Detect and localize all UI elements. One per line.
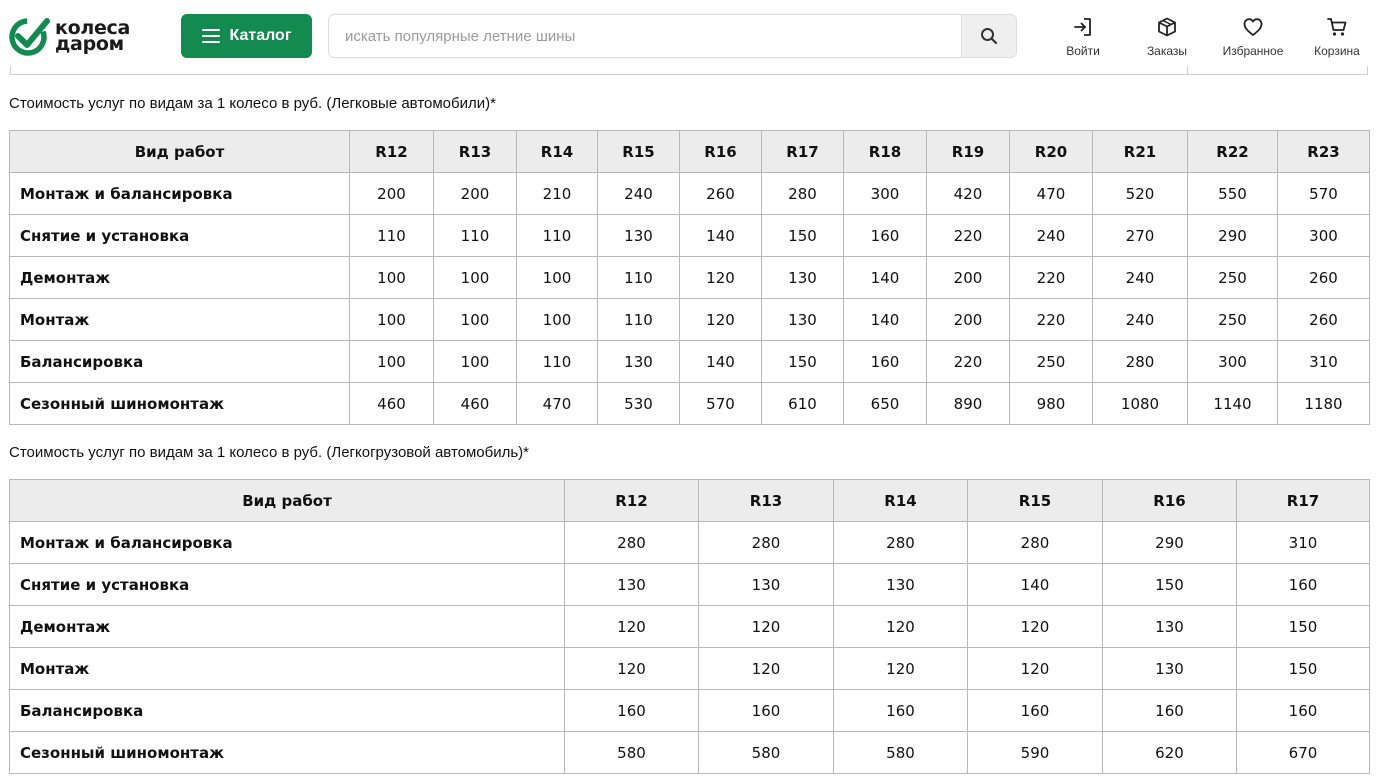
price-cell: 100 [350, 257, 434, 299]
price-cell: 260 [680, 173, 762, 215]
price-cell: 520 [1093, 173, 1188, 215]
price-cell: 120 [834, 648, 968, 690]
price-cell: 280 [968, 522, 1103, 564]
header-divider [10, 74, 1368, 75]
price-cell: 130 [762, 257, 844, 299]
table-row [10, 341, 1370, 383]
price-cell: 260 [1278, 299, 1370, 341]
price-cell: 220 [1010, 257, 1093, 299]
price-cell: 570 [680, 383, 762, 425]
table-row [10, 215, 1370, 257]
price-cell: 110 [350, 215, 434, 257]
price-cell: 120 [968, 648, 1103, 690]
column-header: R16 [680, 131, 762, 173]
price-cell: 240 [1010, 215, 1093, 257]
price-cell: 160 [699, 690, 834, 732]
column-header: R23 [1278, 131, 1370, 173]
price-cell: 160 [1103, 690, 1237, 732]
search-input[interactable] [329, 15, 962, 57]
nav-favorites-label: Избранное [1222, 44, 1284, 58]
price-cell: 470 [517, 383, 598, 425]
catalog-button[interactable] [181, 14, 312, 58]
price-cell: 270 [1093, 215, 1188, 257]
price-cell: 250 [1188, 299, 1278, 341]
price-cell: 160 [834, 690, 968, 732]
price-cell: 250 [1188, 257, 1278, 299]
column-header: R16 [1103, 480, 1237, 522]
price-cell: 220 [927, 215, 1010, 257]
price-cell: 210 [517, 173, 598, 215]
price-cell: 130 [762, 299, 844, 341]
column-header: R20 [1010, 131, 1093, 173]
price-cell: 100 [517, 299, 598, 341]
login-icon [1072, 16, 1094, 38]
price-cell: 110 [517, 341, 598, 383]
column-header: R19 [927, 131, 1010, 173]
price-cell: 220 [1010, 299, 1093, 341]
work-type-cell: Монтаж и балансировка [10, 173, 350, 215]
price-cell: 580 [834, 732, 968, 774]
price-cell: 150 [1103, 564, 1237, 606]
price-cell: 150 [1237, 648, 1370, 690]
logo-wordmark [55, 17, 131, 55]
nav-orders[interactable] [1143, 16, 1191, 58]
price-cell: 160 [844, 341, 927, 383]
price-cell: 290 [1188, 215, 1278, 257]
price-cell: 300 [844, 173, 927, 215]
search-button[interactable] [961, 15, 1016, 57]
site-header [0, 0, 1376, 75]
work-type-cell: Демонтаж [10, 606, 565, 648]
menu-icon [202, 29, 220, 43]
price-cell: 280 [834, 522, 968, 564]
price-cell: 650 [844, 383, 927, 425]
price-cell: 160 [1237, 690, 1370, 732]
heart-icon [1242, 16, 1264, 38]
price-cell: 240 [1093, 257, 1188, 299]
price-cell: 890 [927, 383, 1010, 425]
work-type-cell: Демонтаж [10, 257, 350, 299]
search-bar [328, 14, 1017, 58]
column-header: R13 [699, 480, 834, 522]
work-type-cell: Монтаж и балансировка [10, 522, 565, 564]
price-cell: 140 [680, 341, 762, 383]
price-cell: 150 [762, 341, 844, 383]
price-cell: 280 [762, 173, 844, 215]
work-type-cell: Сезонный шиномонтаж [10, 383, 350, 425]
price-cell: 140 [968, 564, 1103, 606]
price-cell: 300 [1188, 341, 1278, 383]
cart-icon [1326, 16, 1348, 38]
price-cell: 130 [834, 564, 968, 606]
work-type-cell: Снятие и установка [10, 215, 350, 257]
work-type-cell: Снятие и установка [10, 564, 565, 606]
work-type-cell: Сезонный шиномонтаж [10, 732, 565, 774]
price-cell: 110 [598, 257, 680, 299]
work-type-cell: Балансировка [10, 690, 565, 732]
table-row [10, 173, 1370, 215]
work-type-cell: Балансировка [10, 341, 350, 383]
price-cell: 1080 [1093, 383, 1188, 425]
column-header: R21 [1093, 131, 1188, 173]
price-cell: 280 [565, 522, 699, 564]
price-cell: 120 [699, 606, 834, 648]
table-row [10, 606, 1370, 648]
price-cell: 200 [434, 173, 517, 215]
price-cell: 280 [699, 522, 834, 564]
price-cell: 160 [1237, 564, 1370, 606]
price-cell: 130 [565, 564, 699, 606]
price-cell: 120 [565, 606, 699, 648]
price-cell: 110 [434, 215, 517, 257]
search-icon [980, 27, 998, 45]
price-cell: 670 [1237, 732, 1370, 774]
site-logo[interactable] [8, 14, 148, 58]
price-table-passenger [9, 130, 1370, 425]
price-cell: 120 [680, 257, 762, 299]
price-cell: 240 [598, 173, 680, 215]
price-cell: 250 [1010, 341, 1093, 383]
column-header: R15 [598, 131, 680, 173]
price-cell: 580 [699, 732, 834, 774]
price-cell: 100 [350, 341, 434, 383]
logo-line-1: колеса [55, 17, 131, 39]
price-cell: 140 [844, 299, 927, 341]
price-cell: 470 [1010, 173, 1093, 215]
box-icon [1156, 16, 1178, 38]
nav-favorites[interactable] [1219, 16, 1287, 58]
table-caption-light-truck: Стоимость услуг по видам за 1 колесо в руб. (Легкогрузовой автомобиль)* [9, 444, 530, 461]
price-cell: 100 [434, 257, 517, 299]
price-cell: 110 [598, 299, 680, 341]
column-header: R22 [1188, 131, 1278, 173]
price-cell: 460 [350, 383, 434, 425]
price-cell: 120 [968, 606, 1103, 648]
catalog-button-label: Каталог [229, 27, 292, 44]
price-cell: 150 [1237, 606, 1370, 648]
column-header: R18 [844, 131, 927, 173]
price-cell: 280 [1093, 341, 1188, 383]
column-header: R17 [762, 131, 844, 173]
table-row [10, 690, 1370, 732]
price-cell: 580 [565, 732, 699, 774]
price-cell: 1140 [1188, 383, 1278, 425]
column-header: R12 [565, 480, 699, 522]
column-header: Вид работ [10, 480, 565, 522]
price-cell: 160 [844, 215, 927, 257]
price-cell: 160 [968, 690, 1103, 732]
nav-orders-label: Заказы [1146, 44, 1188, 58]
price-cell: 260 [1278, 257, 1370, 299]
price-cell: 310 [1237, 522, 1370, 564]
price-cell: 200 [927, 299, 1010, 341]
price-cell: 110 [517, 215, 598, 257]
price-cell: 460 [434, 383, 517, 425]
nav-login-label: Войти [1066, 44, 1100, 58]
price-cell: 220 [927, 341, 1010, 383]
price-cell: 130 [1103, 606, 1237, 648]
table-caption-passenger: Стоимость услуг по видам за 1 колесо в руб. (Легковые автомобили)* [9, 95, 496, 112]
price-cell: 620 [1103, 732, 1237, 774]
column-header: R13 [434, 131, 517, 173]
price-cell: 130 [1103, 648, 1237, 690]
table-row [10, 299, 1370, 341]
price-cell: 100 [434, 341, 517, 383]
price-cell: 140 [844, 257, 927, 299]
nav-login[interactable] [1062, 16, 1104, 58]
price-cell: 120 [834, 606, 968, 648]
price-cell: 980 [1010, 383, 1093, 425]
price-cell: 200 [927, 257, 1010, 299]
price-cell: 1180 [1278, 383, 1370, 425]
nav-cart[interactable] [1312, 16, 1362, 58]
column-header: R15 [968, 480, 1103, 522]
table-row [10, 732, 1370, 774]
work-type-cell: Монтаж [10, 299, 350, 341]
price-cell: 300 [1278, 215, 1370, 257]
column-header: R14 [834, 480, 968, 522]
column-header: R12 [350, 131, 434, 173]
price-cell: 610 [762, 383, 844, 425]
table-header-row [10, 131, 1370, 173]
table-row [10, 564, 1370, 606]
table-row [10, 257, 1370, 299]
price-cell: 130 [699, 564, 834, 606]
work-type-cell: Монтаж [10, 648, 565, 690]
price-cell: 550 [1188, 173, 1278, 215]
column-header: R14 [517, 131, 598, 173]
column-header: R17 [1237, 480, 1370, 522]
price-cell: 200 [350, 173, 434, 215]
price-cell: 100 [350, 299, 434, 341]
price-cell: 290 [1103, 522, 1237, 564]
price-cell: 100 [517, 257, 598, 299]
price-cell: 160 [565, 690, 699, 732]
price-cell: 420 [927, 173, 1010, 215]
table-header-row [10, 480, 1370, 522]
price-table-light-truck [9, 479, 1370, 774]
price-cell: 310 [1278, 341, 1370, 383]
logo-line-2: даром [55, 33, 124, 55]
column-header: Вид работ [10, 131, 350, 173]
table-row [10, 522, 1370, 564]
logo-check-icon [8, 15, 50, 57]
price-cell: 130 [598, 341, 680, 383]
price-cell: 120 [699, 648, 834, 690]
price-cell: 120 [565, 648, 699, 690]
price-cell: 590 [968, 732, 1103, 774]
table-row [10, 648, 1370, 690]
price-cell: 120 [680, 299, 762, 341]
table-row [10, 383, 1370, 425]
price-cell: 130 [598, 215, 680, 257]
price-cell: 530 [598, 383, 680, 425]
nav-cart-label: Корзина [1314, 44, 1360, 58]
price-cell: 140 [680, 215, 762, 257]
price-cell: 150 [762, 215, 844, 257]
price-cell: 570 [1278, 173, 1370, 215]
price-cell: 100 [434, 299, 517, 341]
price-cell: 240 [1093, 299, 1188, 341]
